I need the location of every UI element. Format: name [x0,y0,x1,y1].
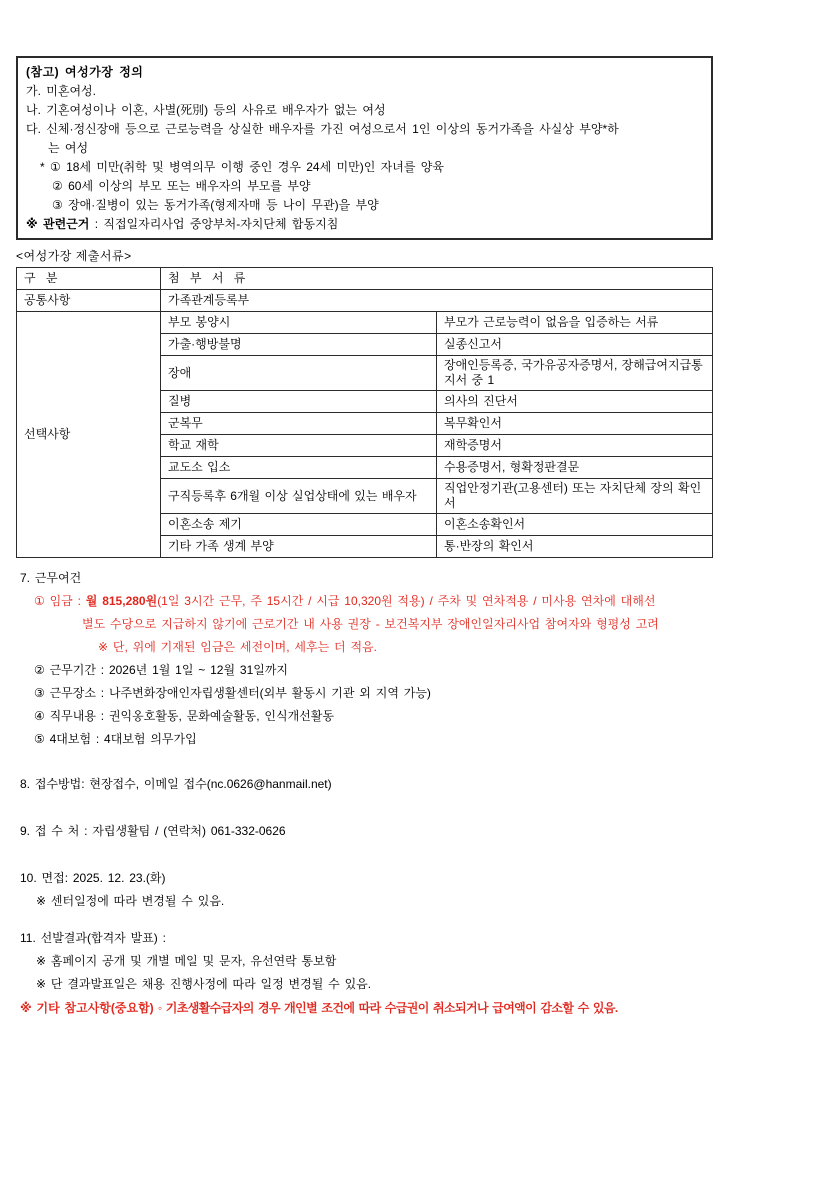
common-label-cell: 공통사항 [17,290,161,312]
result-note-1: ※ 홈페이지 공개 및 개별 메일 및 문자, 유선연락 통보함 [36,954,337,968]
condition-cell: 장애 [161,356,437,391]
condition-cell: 가출·행방불명 [161,334,437,356]
document-cell: 재학증명서 [437,435,713,457]
document-cell: 복무확인서 [437,413,713,435]
document-cell: 장애인등록증, 국가유공자증명서, 장해급여지급통지서 중 1 [437,356,713,391]
section-interview: 10. 면접: 2025. 12. 23.(화) [20,871,166,885]
result-note-2: ※ 단 결과발표일은 채용 진행사정에 따라 일정 변경될 수 있음. [36,977,372,991]
reference-box [16,56,713,240]
document-cell: 통·반장의 확인서 [437,536,713,558]
section-result: 11. 선발결과(합격자 발표) : [20,931,166,945]
definition-sub-item-2: ② 60세 이상의 부모 또는 배우자의 부모를 부양 [52,179,311,193]
related-basis-label: ※ 관련근거 [26,217,90,231]
footer-important-note [20,997,830,1020]
condition-cell: 군복무 [161,413,437,435]
condition-cell: 부모 봉양시 [161,312,437,334]
document-sections [16,567,830,1020]
table-header-row [17,268,713,290]
section-work-heading: 7. 근무여건 [20,571,82,585]
section-apply-method: 8. 접수방법: 현장접수, 이메일 접수(nc.0626@hanmail.net) [20,777,332,791]
footer-label: ※ 기타 참고사항(중요함) [20,1001,154,1015]
document-cell: 수용증명서, 형확정판결문 [437,457,713,479]
condition-cell: 이혼소송 제기 [161,514,437,536]
salary-line [34,590,830,613]
table-row [17,312,713,334]
document-cell: 직업안정기관(고용센터) 또는 자치단체 장의 확인서 [437,479,713,514]
salary-prefix: ① 임금 : [34,594,86,608]
document-cell: 실종신고서 [437,334,713,356]
work-duties: ④ 직무내용 : 권익옹호활동, 문화예술활동, 인식개선활동 [34,709,334,723]
definition-item-na: 나. 기혼여성이나 이혼, 사별(死別) 등의 사유로 배우자가 없는 여성 [26,103,386,117]
definition-item-da-line2: 는 여성 [48,141,89,155]
footer-text: ◦ 기초생활수급자의 경우 개인별 조건에 따라 수급권이 취소되거나 급여액이 감소할 수 있음. [153,1001,618,1015]
interview-note: ※ 센터일정에 따라 변경될 수 있음. [36,894,225,908]
table-row-common [17,290,713,312]
salary-detail: (1일 3시간 근무, 주 15시간 / 시급 10,320원 적용) / 주차 및 연차적용 / 미사용 연차에 대해선 [157,594,656,608]
optional-label-cell: 선택사항 [17,312,161,558]
table-caption: <여성가장 제출서류> [16,249,132,263]
related-basis-text: : 직접일자리사업 중앙부처-자치단체 합동지침 [89,217,339,231]
condition-cell: 질병 [161,391,437,413]
condition-cell: 기타 가족 생계 부양 [161,536,437,558]
definition-sub-item-1: * ① 18세 미만(취학 및 병역의무 이행 중인 경우 24세 미만)인 자녀를 양육 [40,160,444,174]
col-header-attachments: 첨 부 서 류 [161,268,713,290]
submission-documents-table [16,267,713,558]
document-cell: 이혼소송확인서 [437,514,713,536]
document-cell: 부모가 근로능력이 없음을 입증하는 서류 [437,312,713,334]
definition-item-da-line1: 다. 신체·정신장애 등으로 근로능력을 상실한 배우자를 가진 여성으로서 1인 이상의 동거가족을 사실상 부양*하 [26,122,619,136]
work-period: ② 근무기간 : 2026년 1월 1일 ~ 12월 31일까지 [34,663,289,677]
condition-cell: 구직등록후 6개월 이상 실업상태에 있는 배우자 [161,479,437,514]
salary-amount: 월 815,280원 [85,594,158,608]
work-place: ③ 근무장소 : 나주변화장애인자립생활센터(외부 활동시 기관 외 지역 가능) [34,686,431,700]
condition-cell: 교도소 입소 [161,457,437,479]
condition-cell: 학교 재학 [161,435,437,457]
common-value-cell: 가족관계등록부 [161,290,713,312]
work-insurance: ⑤ 4대보험 : 4대보험 의무가입 [34,732,197,746]
col-header-category: 구 분 [17,268,161,290]
definition-sub-item-3: ③ 장애·질병이 있는 동거가족(형제자매 등 나이 무관)을 부양 [52,198,379,212]
document-cell: 의사의 진단서 [437,391,713,413]
section-apply-place: 9. 접 수 처 : 자립생활팀 / (연락처) 061-332-0626 [20,824,286,838]
salary-note: ※ 단, 위에 기재된 임금은 세전이며, 세후는 더 적음. [98,640,377,654]
reference-box-title: (참고) 여성가장 정의 [26,65,144,79]
salary-line-2: 별도 수당으로 지급하지 않기에 근로기간 내 사용 권장 - 보건복지부 장애인일자리사업 참여자와 형평성 고려 [82,617,659,631]
related-basis-line [26,215,703,234]
definition-item-ga: 가. 미혼여성. [26,84,96,98]
